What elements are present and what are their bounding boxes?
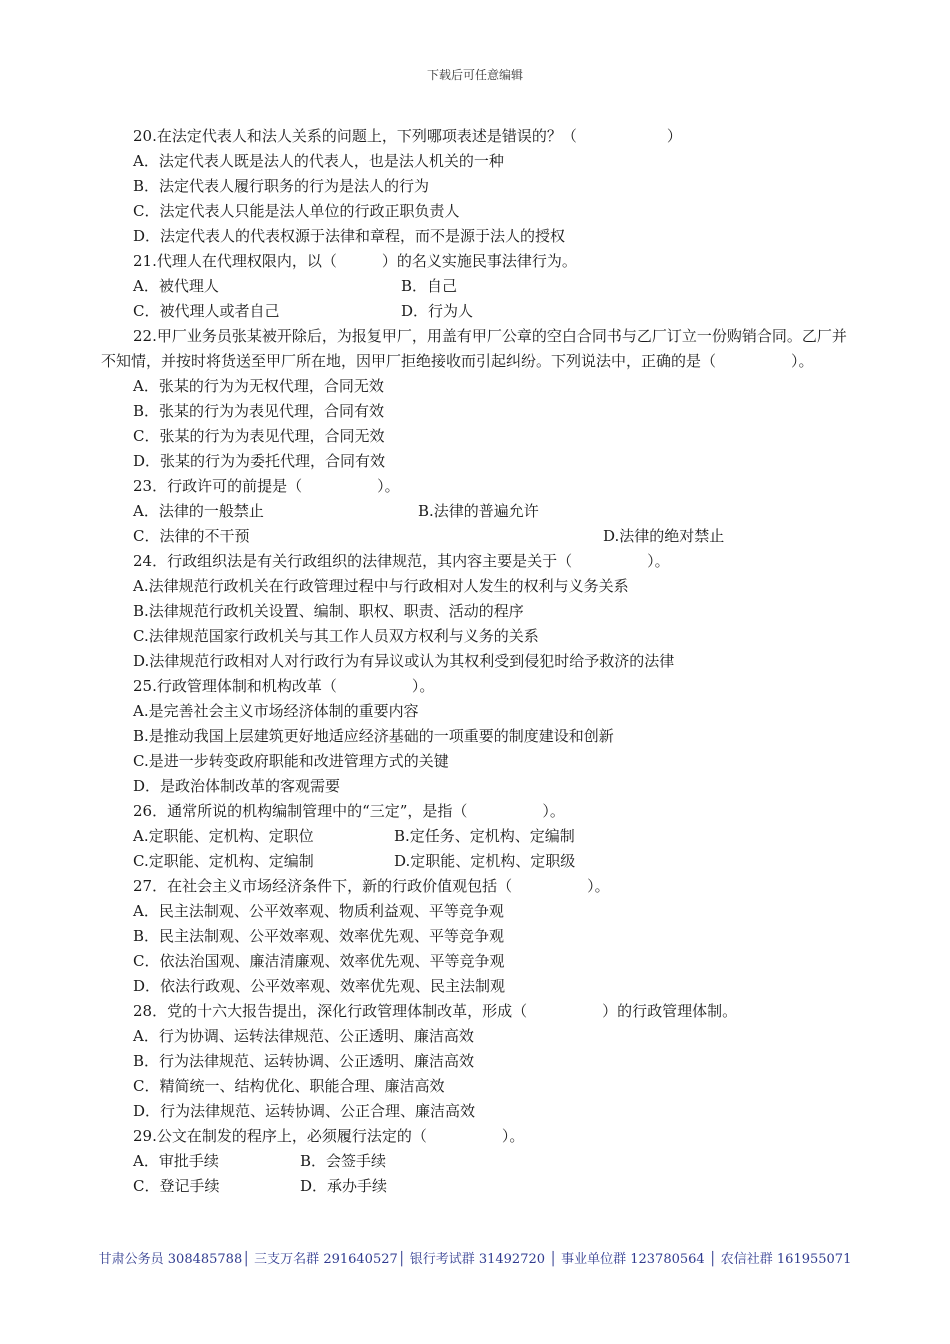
question-24-stem: 24．行政组织法是有关行政组织的法律规范，其内容主要是关于（ ）。 — [133, 552, 670, 570]
question-24-option-c: C.法律规范国家行政机关与其工作人员双方权利与义务的关系 — [133, 627, 539, 645]
question-22-option-d: D．张某的行为为委托代理，合同有效 — [133, 452, 386, 470]
question-22-option-c: C．张某的行为为表见代理，合同无效 — [133, 427, 385, 445]
question-29-options-row-2 — [101, 1174, 851, 1199]
question-26-option-a: A.定职能、定机构、定职位 — [133, 827, 314, 845]
question-24-option-a: A.法律规范行政机关在行政管理过程中与行政相对人发生的权利与义务关系 — [133, 577, 629, 595]
question-26-options-row-2 — [101, 849, 851, 874]
question-27-option-b: B．民主法制观、公平效率观、效率优先观、平等竞争观 — [133, 927, 505, 945]
question-26-option-d: D.定职能、定机构、定职级 — [394, 852, 576, 870]
question-28-stem: 28．党的十六大报告提出，深化行政管理体制改革，形成（ ）的行政管理体制。 — [133, 1002, 738, 1020]
question-26-stem: 26．通常所说的机构编制管理中的“三定”，是指（ ）。 — [133, 802, 565, 820]
question-21-options-row-1 — [101, 274, 851, 299]
question-25-option-b: B.是推动我国上层建筑更好地适应经济基础的一项重要的制度建设和创新 — [133, 727, 614, 745]
page-footer: 甘肃公务员 308485788│ 三支万名群 291640527│ 银行考试群 31492720 │ 事业单位群 123780564 │ 农信社群 161955071 — [98, 1252, 852, 1267]
question-21-option-b: B．自己 — [401, 277, 458, 295]
question-20-option-a: A．法定代表人既是法人的代表人，也是法人机关的一种 — [133, 152, 504, 170]
question-23-stem: 23．行政许可的前提是（ ）。 — [133, 477, 400, 495]
question-21-options-row-2 — [101, 299, 851, 324]
question-29-options-row-1 — [101, 1149, 851, 1174]
question-23-option-b: B.法律的普遍允许 — [418, 502, 539, 520]
question-29-option-c: C．登记手续 — [133, 1177, 220, 1195]
question-27-stem: 27．在社会主义市场经济条件下，新的行政价值观包括（ ）。 — [133, 877, 610, 895]
question-29-stem: 29.公文在制发的程序上，必须履行法定的（ ）。 — [133, 1127, 525, 1145]
page-header: 下载后可任意编辑 — [426, 68, 523, 82]
question-28-option-c: C．精简统一、结构优化、职能合理、廉洁高效 — [133, 1077, 445, 1095]
question-20-option-b: B．法定代表人履行职务的行为是法人的行为 — [133, 177, 430, 195]
question-22-option-a: A．张某的行为为无权代理，合同无效 — [133, 377, 384, 395]
question-26-options-row-1 — [101, 824, 851, 849]
question-27-option-a: A．民主法制观、公平效率观、物质利益观、平等竞争观 — [133, 902, 504, 920]
question-28-option-d: D．行为法律规范、运转协调、公正合理、廉洁高效 — [133, 1102, 476, 1120]
question-26-option-b: B.定任务、定机构、定编制 — [394, 827, 575, 845]
question-27-option-c: C．依法治国观、廉洁清廉观、效率优先观、平等竞争观 — [133, 952, 505, 970]
question-24-option-d: D.法律规范行政相对人对行政行为有异议或认为其权利受到侵犯时给予救济的法律 — [133, 652, 675, 670]
question-22-stem: 22.甲厂业务员张某被开除后，为报复甲厂，用盖有甲厂公章的空白合同书与乙厂订立一份购销合同。乙厂并不知情，并按时将货送至甲厂所在地，因甲厂拒绝接收而引起纠纷。下列说法中，正确的是（ ）。 — [101, 327, 847, 370]
question-23-options-row-2 — [101, 524, 851, 549]
question-21-option-c: C．被代理人或者自己 — [133, 302, 280, 320]
question-21-stem: 21.代理人在代理权限内，以（ ）的名义实施民事法律行为。 — [133, 252, 577, 270]
question-27-option-d: D．依法行政观、公平效率观、效率优先观、民主法制观 — [133, 977, 506, 995]
question-23-options-row-1 — [101, 499, 851, 524]
question-21-option-a: A．被代理人 — [133, 277, 219, 295]
question-29-option-a: A．审批手续 — [133, 1152, 219, 1170]
question-28-option-b: B．行为法律规范、运转协调、公正透明、廉洁高效 — [133, 1052, 475, 1070]
question-25-option-c: C.是进一步转变政府职能和改进管理方式的关键 — [133, 752, 449, 770]
question-29-option-b: B．会签手续 — [300, 1152, 387, 1170]
question-23-option-c: C．法律的不干预 — [133, 527, 250, 545]
question-20-option-c: C．法定代表人只能是法人单位的行政正职负责人 — [133, 202, 460, 220]
document-body — [101, 124, 851, 1199]
question-29-option-d: D．承办手续 — [300, 1177, 388, 1195]
question-22-option-b: B．张某的行为为表见代理，合同有效 — [133, 402, 385, 420]
question-21-option-d: D．行为人 — [401, 302, 474, 320]
question-26-option-c: C.定职能、定机构、定编制 — [133, 852, 314, 870]
question-20-stem: 20.在法定代表人和法人关系的问题上，下列哪项表述是错误的？（ ） — [133, 127, 682, 145]
question-23-option-a: A．法律的一般禁止 — [133, 502, 264, 520]
question-25-stem: 25.行政管理体制和机构改革（ ）。 — [133, 677, 435, 695]
question-24-option-b: B.法律规范行政机关设置、编制、职权、职责、活动的程序 — [133, 602, 524, 620]
question-28-option-a: A．行为协调、运转法律规范、公正透明、廉洁高效 — [133, 1027, 474, 1045]
question-23-option-d: D.法律的绝对禁止 — [603, 527, 725, 545]
question-25-option-d: D．是政治体制改革的客观需要 — [133, 777, 341, 795]
question-20-option-d: D．法定代表人的代表权源于法律和章程，而不是源于法人的授权 — [133, 227, 566, 245]
question-25-option-a: A.是完善社会主义市场经济体制的重要内容 — [133, 702, 419, 720]
